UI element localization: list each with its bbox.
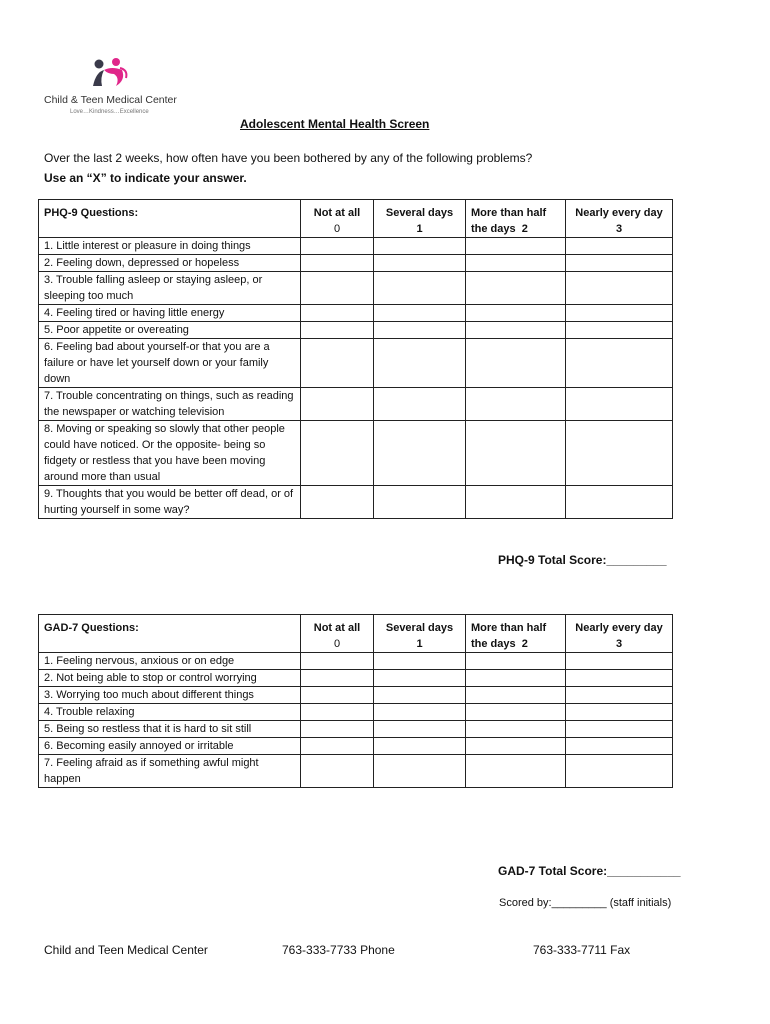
answer-cell[interactable] [566, 388, 673, 421]
table-row [39, 238, 673, 255]
column-score: 3 [615, 638, 623, 650]
answer-cell[interactable] [374, 755, 466, 788]
answer-cell[interactable] [301, 421, 374, 486]
answer-cell[interactable] [301, 238, 374, 255]
answer-cell[interactable] [374, 687, 466, 704]
answer-cell[interactable] [301, 738, 374, 755]
answer-cell[interactable] [301, 272, 374, 305]
answer-cell[interactable] [374, 322, 466, 339]
question-text: 3. Worrying too much about different things [39, 687, 301, 704]
answer-cell[interactable] [374, 238, 466, 255]
question-text: 3. Trouble falling asleep or staying asleep, or sleeping too much [39, 272, 301, 305]
column-header [301, 615, 374, 653]
column-score: 1 [416, 223, 423, 235]
table-row [39, 255, 673, 272]
question-text: 4. Feeling tired or having little energy [39, 305, 301, 322]
gad7-heading: GAD-7 Questions: [39, 615, 301, 653]
answer-cell[interactable] [466, 388, 566, 421]
phq9-table [38, 199, 673, 519]
column-score: 2 [521, 638, 528, 650]
scored-by: Scored by:_________ (staff initials) [499, 897, 672, 909]
answer-cell[interactable] [374, 738, 466, 755]
column-label: Several days [385, 207, 454, 219]
gad7-total-score: GAD-7 Total Score:___________ [498, 864, 681, 878]
question-text: 9. Thoughts that you would be better off dead, or of hurting yourself in some way? [39, 486, 301, 519]
question-text: 4. Trouble relaxing [39, 704, 301, 721]
table-row [39, 339, 673, 388]
question-text: 6. Feeling bad about yourself-or that you are a failure or have let yourself down or your family down [39, 339, 301, 388]
answer-cell[interactable] [374, 653, 466, 670]
footer-fax: 763-333-7711 Fax [533, 943, 631, 957]
answer-cell[interactable] [466, 670, 566, 687]
answer-cell[interactable] [374, 421, 466, 486]
answer-cell[interactable] [466, 238, 566, 255]
answer-cell[interactable] [466, 738, 566, 755]
answer-cell[interactable] [301, 670, 374, 687]
table-row [39, 755, 673, 788]
column-score: 0 [333, 223, 341, 235]
table-row [39, 421, 673, 486]
column-label: More than half the days [471, 622, 547, 650]
answer-cell[interactable] [466, 704, 566, 721]
answer-cell[interactable] [566, 670, 673, 687]
column-header [466, 200, 566, 238]
answer-cell[interactable] [466, 421, 566, 486]
column-header [566, 615, 673, 653]
table-row [39, 738, 673, 755]
column-label: Nearly every day [575, 207, 663, 219]
answer-cell[interactable] [566, 704, 673, 721]
answer-cell[interactable] [566, 687, 673, 704]
answer-cell[interactable] [301, 755, 374, 788]
answer-cell[interactable] [566, 238, 673, 255]
answer-cell[interactable] [466, 486, 566, 519]
question-text: 2. Not being able to stop or control worrying [39, 670, 301, 687]
answer-cell[interactable] [301, 721, 374, 738]
question-text: 2. Feeling down, depressed or hopeless [39, 255, 301, 272]
answer-cell[interactable] [466, 721, 566, 738]
answer-cell[interactable] [374, 272, 466, 305]
logo-org-name: Child & Teen Medical Center [44, 94, 177, 106]
answer-cell[interactable] [301, 704, 374, 721]
answer-cell[interactable] [466, 255, 566, 272]
column-label: Nearly every day [575, 622, 663, 634]
table-row [39, 272, 673, 305]
answer-cell[interactable] [374, 388, 466, 421]
answer-cell[interactable] [374, 305, 466, 322]
phq9-total-score: PHQ-9 Total Score:_________ [498, 553, 667, 567]
answer-cell[interactable] [374, 255, 466, 272]
column-label: Several days [385, 622, 454, 634]
answer-cell[interactable] [466, 687, 566, 704]
gad7-table [38, 614, 673, 788]
answer-cell[interactable] [374, 486, 466, 519]
answer-cell[interactable] [301, 653, 374, 670]
answer-cell[interactable] [566, 421, 673, 486]
question-text: 5. Poor appetite or overeating [39, 322, 301, 339]
answer-cell[interactable] [566, 738, 673, 755]
answer-cell[interactable] [466, 339, 566, 388]
gad7-header-row [39, 615, 673, 653]
phq9-heading: PHQ-9 Questions: [39, 200, 301, 238]
answer-cell[interactable] [566, 755, 673, 788]
logo-icon [90, 56, 130, 92]
question-text: 1. Feeling nervous, anxious or on edge [39, 653, 301, 670]
table-row [39, 721, 673, 738]
answer-cell[interactable] [566, 322, 673, 339]
answer-cell[interactable] [301, 322, 374, 339]
table-row [39, 670, 673, 687]
answer-cell[interactable] [566, 339, 673, 388]
answer-cell[interactable] [301, 255, 374, 272]
page-title: Adolescent Mental Health Screen [240, 117, 430, 131]
question-text: 5. Being so restless that it is hard to sit still [39, 721, 301, 738]
answer-cell[interactable] [466, 305, 566, 322]
answer-cell[interactable] [566, 486, 673, 519]
answer-cell[interactable] [301, 339, 374, 388]
instructions-line: Over the last 2 weeks, how often have you been bothered by any of the following problems? [44, 151, 533, 165]
answer-cell[interactable] [566, 721, 673, 738]
column-header [374, 200, 466, 238]
table-row [39, 704, 673, 721]
question-text: 8. Moving or speaking so slowly that other people could have noticed. Or the opposite- being so fidgety or restless that you have been moving around more than usual [39, 421, 301, 486]
column-label: More than half the days [471, 207, 547, 235]
column-header [566, 200, 673, 238]
answer-cell[interactable] [566, 305, 673, 322]
table-row [39, 653, 673, 670]
logo-tagline: Love…Kindness…Excellence [70, 109, 149, 115]
answer-cell[interactable] [466, 653, 566, 670]
question-text: 6. Becoming easily annoyed or irritable [39, 738, 301, 755]
answer-cell[interactable] [466, 272, 566, 305]
question-text: 1. Little interest or pleasure in doing things [39, 238, 301, 255]
column-label: Not at all [313, 207, 361, 219]
answer-cell[interactable] [566, 272, 673, 305]
question-text: 7. Trouble concentrating on things, such as reading the newspaper or watching television [39, 388, 301, 421]
answer-cell[interactable] [466, 755, 566, 788]
answer-cell[interactable] [301, 305, 374, 322]
answer-cell[interactable] [466, 322, 566, 339]
answer-cell[interactable] [566, 255, 673, 272]
answer-cell[interactable] [301, 687, 374, 704]
column-header [301, 200, 374, 238]
answer-cell[interactable] [301, 486, 374, 519]
footer-phone: 763-333-7733 Phone [282, 943, 395, 957]
answer-cell[interactable] [301, 388, 374, 421]
answer-cell[interactable] [374, 339, 466, 388]
column-label: Not at all [313, 622, 361, 634]
table-row [39, 486, 673, 519]
footer-org: Child and Teen Medical Center [44, 943, 208, 957]
answer-cell[interactable] [374, 704, 466, 721]
answer-cell[interactable] [374, 721, 466, 738]
column-header [374, 615, 466, 653]
answer-cell[interactable] [566, 653, 673, 670]
table-row [39, 388, 673, 421]
column-score: 0 [333, 638, 341, 650]
column-score: 1 [416, 638, 423, 650]
column-score: 2 [521, 223, 528, 235]
column-header [466, 615, 566, 653]
logo [44, 56, 194, 122]
question-text: 7. Feeling afraid as if something awful might happen [39, 755, 301, 788]
column-score: 3 [615, 223, 623, 235]
table-row [39, 305, 673, 322]
phq9-header-row [39, 200, 673, 238]
table-row [39, 322, 673, 339]
answer-cell[interactable] [374, 670, 466, 687]
table-row [39, 687, 673, 704]
instructions-answer-line: Use an “X” to indicate your answer. [44, 171, 247, 185]
